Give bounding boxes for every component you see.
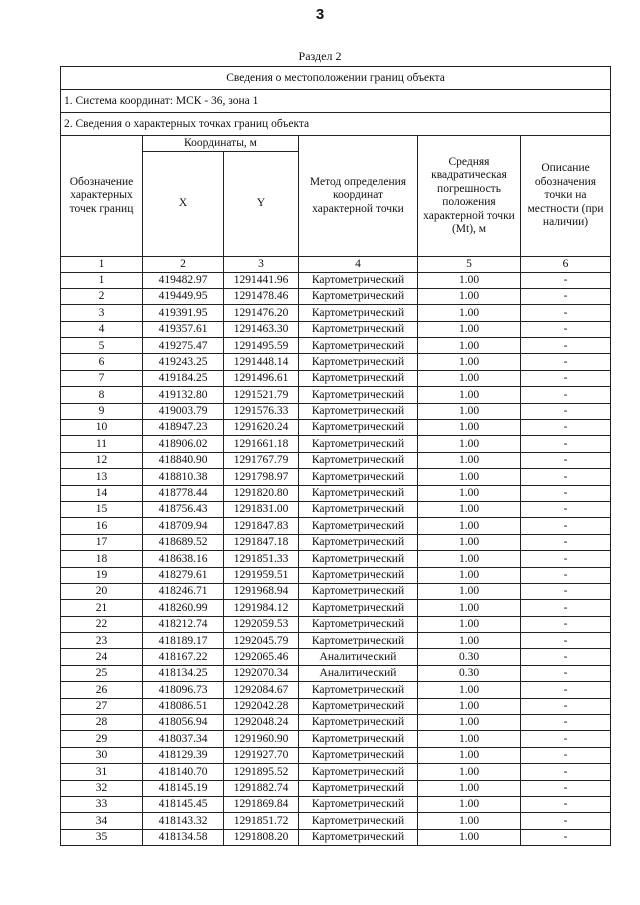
error-cell: 1.00: [418, 288, 521, 304]
header-description: Описание обозначения точки на местности (при наличии): [521, 136, 611, 257]
error-cell: 1.00: [418, 485, 521, 501]
x-coordinate-cell: 419243.25: [143, 354, 224, 370]
error-cell: 1.00: [418, 813, 521, 829]
x-coordinate-cell: 418212.74: [143, 616, 224, 632]
error-cell: 1.00: [418, 469, 521, 485]
header-method: Метод определения координат характерной точки: [299, 136, 418, 257]
y-coordinate-cell: 1292070.34: [224, 665, 299, 681]
table-row: [61, 338, 611, 354]
description-cell: -: [521, 272, 611, 288]
header-coordinates: Координаты, м: [143, 136, 299, 152]
y-coordinate-cell: 1291959.51: [224, 567, 299, 583]
description-cell: -: [521, 288, 611, 304]
error-cell: 0.30: [418, 665, 521, 681]
table-row: [61, 288, 611, 304]
point-number-cell: 24: [61, 649, 143, 665]
page-number: 3: [315, 6, 325, 23]
error-cell: 1.00: [418, 731, 521, 747]
y-coordinate-cell: 1291847.18: [224, 534, 299, 550]
error-cell: 1.00: [418, 370, 521, 386]
description-cell: -: [521, 764, 611, 780]
error-cell: 1.00: [418, 551, 521, 567]
x-coordinate-cell: 419449.95: [143, 288, 224, 304]
table-row: [61, 616, 611, 632]
header-x: X: [143, 152, 224, 257]
point-number-cell: 15: [61, 501, 143, 517]
table-row: [61, 518, 611, 534]
section-label: Раздел 2: [298, 49, 342, 63]
method-cell: Картометрический: [299, 485, 418, 501]
point-number-cell: 6: [61, 354, 143, 370]
table-row: [61, 403, 611, 419]
y-coordinate-cell: 1291984.12: [224, 600, 299, 616]
y-coordinate-cell: 1291767.79: [224, 452, 299, 468]
table-row: [61, 354, 611, 370]
x-coordinate-cell: 419357.61: [143, 321, 224, 337]
y-coordinate-cell: 1292084.67: [224, 682, 299, 698]
point-number-cell: 23: [61, 633, 143, 649]
x-coordinate-cell: 419003.79: [143, 403, 224, 419]
point-number-cell: 7: [61, 370, 143, 386]
error-cell: 1.00: [418, 682, 521, 698]
x-coordinate-cell: 418947.23: [143, 420, 224, 436]
point-number-cell: 25: [61, 665, 143, 681]
y-coordinate-cell: 1291895.52: [224, 764, 299, 780]
point-number-cell: 30: [61, 747, 143, 763]
point-number-cell: 27: [61, 698, 143, 714]
method-cell: Картометрический: [299, 583, 418, 599]
method-cell: Картометрический: [299, 501, 418, 517]
table-row: [61, 420, 611, 436]
description-cell: -: [521, 649, 611, 665]
x-coordinate-cell: 418840.90: [143, 452, 224, 468]
description-cell: -: [521, 665, 611, 681]
x-coordinate-cell: 418134.58: [143, 829, 224, 845]
table-row: [61, 633, 611, 649]
header-y: Y: [224, 152, 299, 257]
method-cell: Аналитический: [299, 665, 418, 681]
y-coordinate-cell: 1291448.14: [224, 354, 299, 370]
y-coordinate-cell: 1291661.18: [224, 436, 299, 452]
table-row: [61, 436, 611, 452]
x-coordinate-cell: 418086.51: [143, 698, 224, 714]
method-cell: Картометрический: [299, 747, 418, 763]
x-coordinate-cell: 418756.43: [143, 501, 224, 517]
x-coordinate-cell: 419391.95: [143, 305, 224, 321]
point-number-cell: 13: [61, 469, 143, 485]
y-coordinate-cell: 1291968.94: [224, 583, 299, 599]
method-cell: Картометрический: [299, 338, 418, 354]
y-coordinate-cell: 1291851.72: [224, 813, 299, 829]
y-coordinate-cell: 1291463.30: [224, 321, 299, 337]
y-coordinate-cell: 1292065.46: [224, 649, 299, 665]
x-coordinate-cell: 419132.80: [143, 387, 224, 403]
point-number-cell: 21: [61, 600, 143, 616]
method-cell: Картометрический: [299, 698, 418, 714]
method-cell: Картометрический: [299, 420, 418, 436]
x-coordinate-cell: 418167.22: [143, 649, 224, 665]
table-row: [61, 747, 611, 763]
column-number: 6: [521, 257, 611, 273]
method-cell: Картометрический: [299, 567, 418, 583]
y-coordinate-cell: 1291808.20: [224, 829, 299, 845]
error-cell: 1.00: [418, 534, 521, 550]
y-coordinate-cell: 1292042.28: [224, 698, 299, 714]
point-number-cell: 34: [61, 813, 143, 829]
y-coordinate-cell: 1291620.24: [224, 420, 299, 436]
error-cell: 1.00: [418, 403, 521, 419]
method-cell: Картометрический: [299, 436, 418, 452]
method-cell: Картометрический: [299, 321, 418, 337]
x-coordinate-cell: 418246.71: [143, 583, 224, 599]
table-row: [61, 305, 611, 321]
method-cell: Картометрический: [299, 452, 418, 468]
point-number-cell: 2: [61, 288, 143, 304]
error-cell: 1.00: [418, 633, 521, 649]
boundary-points-table: [60, 66, 611, 846]
table-title: Сведения о местоположении границ объекта: [61, 67, 611, 90]
error-cell: 1.00: [418, 321, 521, 337]
x-coordinate-cell: 419482.97: [143, 272, 224, 288]
column-number: 2: [143, 257, 224, 273]
table-row: [61, 731, 611, 747]
table-row: [61, 567, 611, 583]
description-cell: -: [521, 469, 611, 485]
description-cell: -: [521, 501, 611, 517]
point-number-cell: 26: [61, 682, 143, 698]
description-cell: -: [521, 436, 611, 452]
y-coordinate-cell: 1292045.79: [224, 633, 299, 649]
y-coordinate-cell: 1291521.79: [224, 387, 299, 403]
description-cell: -: [521, 682, 611, 698]
table-row: [61, 534, 611, 550]
description-cell: -: [521, 534, 611, 550]
header-point-designation: Обозначение характерных точек границ: [61, 136, 143, 257]
method-cell: Картометрический: [299, 551, 418, 567]
point-number-cell: 31: [61, 764, 143, 780]
description-cell: -: [521, 551, 611, 567]
x-coordinate-cell: 419275.47: [143, 338, 224, 354]
description-cell: -: [521, 633, 611, 649]
error-cell: 1.00: [418, 272, 521, 288]
point-number-cell: 14: [61, 485, 143, 501]
point-number-cell: 35: [61, 829, 143, 845]
table-row: [61, 485, 611, 501]
point-number-cell: 8: [61, 387, 143, 403]
x-coordinate-cell: 418189.17: [143, 633, 224, 649]
x-coordinate-cell: 418145.19: [143, 780, 224, 796]
method-cell: Картометрический: [299, 682, 418, 698]
description-cell: -: [521, 797, 611, 813]
y-coordinate-cell: 1291798.97: [224, 469, 299, 485]
y-coordinate-cell: 1291496.61: [224, 370, 299, 386]
point-number-cell: 9: [61, 403, 143, 419]
error-cell: 1.00: [418, 436, 521, 452]
table-row: [61, 583, 611, 599]
column-number: 5: [418, 257, 521, 273]
x-coordinate-cell: 418279.61: [143, 567, 224, 583]
table-row: [61, 321, 611, 337]
y-coordinate-cell: 1291869.84: [224, 797, 299, 813]
method-cell: Картометрический: [299, 288, 418, 304]
x-coordinate-cell: 418260.99: [143, 600, 224, 616]
error-cell: 1.00: [418, 797, 521, 813]
description-cell: -: [521, 567, 611, 583]
error-cell: 1.00: [418, 764, 521, 780]
method-cell: Картометрический: [299, 715, 418, 731]
point-number-cell: 18: [61, 551, 143, 567]
x-coordinate-cell: 418143.32: [143, 813, 224, 829]
description-cell: -: [521, 321, 611, 337]
x-coordinate-cell: 418778.44: [143, 485, 224, 501]
description-cell: -: [521, 813, 611, 829]
x-coordinate-cell: 418145.45: [143, 797, 224, 813]
description-cell: -: [521, 354, 611, 370]
y-coordinate-cell: 1292059.53: [224, 616, 299, 632]
table-row: [61, 469, 611, 485]
y-coordinate-cell: 1292048.24: [224, 715, 299, 731]
column-number: 4: [299, 257, 418, 273]
method-cell: Картометрический: [299, 370, 418, 386]
table-row: [61, 797, 611, 813]
point-number-cell: 33: [61, 797, 143, 813]
table-row: [61, 649, 611, 665]
method-cell: Картометрический: [299, 829, 418, 845]
description-cell: -: [521, 715, 611, 731]
method-cell: Картометрический: [299, 780, 418, 796]
method-cell: Картометрический: [299, 403, 418, 419]
point-number-cell: 22: [61, 616, 143, 632]
table-row: [61, 387, 611, 403]
y-coordinate-cell: 1291851.33: [224, 551, 299, 567]
description-cell: -: [521, 518, 611, 534]
table-row: [61, 551, 611, 567]
table-row: [61, 272, 611, 288]
point-number-cell: 17: [61, 534, 143, 550]
method-cell: Картометрический: [299, 797, 418, 813]
description-cell: -: [521, 583, 611, 599]
method-cell: Картометрический: [299, 387, 418, 403]
y-coordinate-cell: 1291882.74: [224, 780, 299, 796]
y-coordinate-cell: 1291495.59: [224, 338, 299, 354]
point-number-cell: 3: [61, 305, 143, 321]
x-coordinate-cell: 418689.52: [143, 534, 224, 550]
error-cell: 1.00: [418, 698, 521, 714]
method-cell: Картометрический: [299, 469, 418, 485]
y-coordinate-cell: 1291476.20: [224, 305, 299, 321]
table-row: [61, 452, 611, 468]
x-coordinate-cell: 418056.94: [143, 715, 224, 731]
error-cell: 1.00: [418, 600, 521, 616]
table-row: [61, 698, 611, 714]
method-cell: Картометрический: [299, 616, 418, 632]
table-row: [61, 370, 611, 386]
point-number-cell: 11: [61, 436, 143, 452]
error-cell: 1.00: [418, 338, 521, 354]
x-coordinate-cell: 418129.39: [143, 747, 224, 763]
point-number-cell: 12: [61, 452, 143, 468]
description-cell: -: [521, 698, 611, 714]
point-number-cell: 4: [61, 321, 143, 337]
error-cell: 1.00: [418, 354, 521, 370]
method-cell: Аналитический: [299, 649, 418, 665]
x-coordinate-cell: 418037.34: [143, 731, 224, 747]
x-coordinate-cell: 418096.73: [143, 682, 224, 698]
table-row: [61, 764, 611, 780]
method-cell: Картометрический: [299, 813, 418, 829]
description-cell: -: [521, 338, 611, 354]
error-cell: 1.00: [418, 780, 521, 796]
y-coordinate-cell: 1291576.33: [224, 403, 299, 419]
x-coordinate-cell: 418140.70: [143, 764, 224, 780]
method-cell: Картометрический: [299, 354, 418, 370]
table-row: [61, 813, 611, 829]
description-cell: -: [521, 403, 611, 419]
x-coordinate-cell: 418709.94: [143, 518, 224, 534]
y-coordinate-cell: 1291441.96: [224, 272, 299, 288]
x-coordinate-cell: 418134.25: [143, 665, 224, 681]
table-row: [61, 501, 611, 517]
table-row: [61, 780, 611, 796]
method-cell: Картометрический: [299, 534, 418, 550]
method-cell: Картометрический: [299, 764, 418, 780]
coordinate-system: 1. Система координат: МСК - 36, зона 1: [61, 90, 611, 113]
error-cell: 1.00: [418, 387, 521, 403]
description-cell: -: [521, 420, 611, 436]
point-number-cell: 29: [61, 731, 143, 747]
error-cell: 1.00: [418, 420, 521, 436]
column-number: 1: [61, 257, 143, 273]
description-cell: -: [521, 387, 611, 403]
method-cell: Картометрический: [299, 600, 418, 616]
error-cell: 1.00: [418, 715, 521, 731]
error-cell: 1.00: [418, 305, 521, 321]
description-cell: -: [521, 305, 611, 321]
point-number-cell: 1: [61, 272, 143, 288]
error-cell: 0.30: [418, 649, 521, 665]
error-cell: 1.00: [418, 452, 521, 468]
description-cell: -: [521, 780, 611, 796]
table-row: [61, 682, 611, 698]
method-cell: Картометрический: [299, 633, 418, 649]
description-cell: -: [521, 829, 611, 845]
table-row: [61, 829, 611, 845]
error-cell: 1.00: [418, 616, 521, 632]
method-cell: Картометрический: [299, 731, 418, 747]
description-cell: -: [521, 616, 611, 632]
table-row: [61, 665, 611, 681]
x-coordinate-cell: 418638.16: [143, 551, 224, 567]
description-cell: -: [521, 731, 611, 747]
method-cell: Картометрический: [299, 272, 418, 288]
error-cell: 1.00: [418, 829, 521, 845]
description-cell: -: [521, 747, 611, 763]
points-section-title: 2. Сведения о характерных точках границ объекта: [61, 113, 611, 136]
error-cell: 1.00: [418, 747, 521, 763]
description-cell: -: [521, 485, 611, 501]
x-coordinate-cell: 419184.25: [143, 370, 224, 386]
method-cell: Картометрический: [299, 305, 418, 321]
description-cell: -: [521, 370, 611, 386]
y-coordinate-cell: 1291831.00: [224, 501, 299, 517]
y-coordinate-cell: 1291478.46: [224, 288, 299, 304]
y-coordinate-cell: 1291927.70: [224, 747, 299, 763]
point-number-cell: 20: [61, 583, 143, 599]
point-number-cell: 28: [61, 715, 143, 731]
point-number-cell: 19: [61, 567, 143, 583]
y-coordinate-cell: 1291820.80: [224, 485, 299, 501]
description-cell: -: [521, 452, 611, 468]
y-coordinate-cell: 1291960.90: [224, 731, 299, 747]
x-coordinate-cell: 418810.38: [143, 469, 224, 485]
x-coordinate-cell: 418906.02: [143, 436, 224, 452]
y-coordinate-cell: 1291847.83: [224, 518, 299, 534]
description-cell: -: [521, 600, 611, 616]
error-cell: 1.00: [418, 501, 521, 517]
point-number-cell: 16: [61, 518, 143, 534]
column-number: 3: [224, 257, 299, 273]
point-number-cell: 5: [61, 338, 143, 354]
table-row: [61, 600, 611, 616]
error-cell: 1.00: [418, 567, 521, 583]
error-cell: 1.00: [418, 518, 521, 534]
error-cell: 1.00: [418, 583, 521, 599]
table-row: [61, 715, 611, 731]
point-number-cell: 10: [61, 420, 143, 436]
method-cell: Картометрический: [299, 518, 418, 534]
point-number-cell: 32: [61, 780, 143, 796]
header-error: Средняя квадратическая погрешность положения характерной точки (Mt), м: [418, 136, 521, 257]
